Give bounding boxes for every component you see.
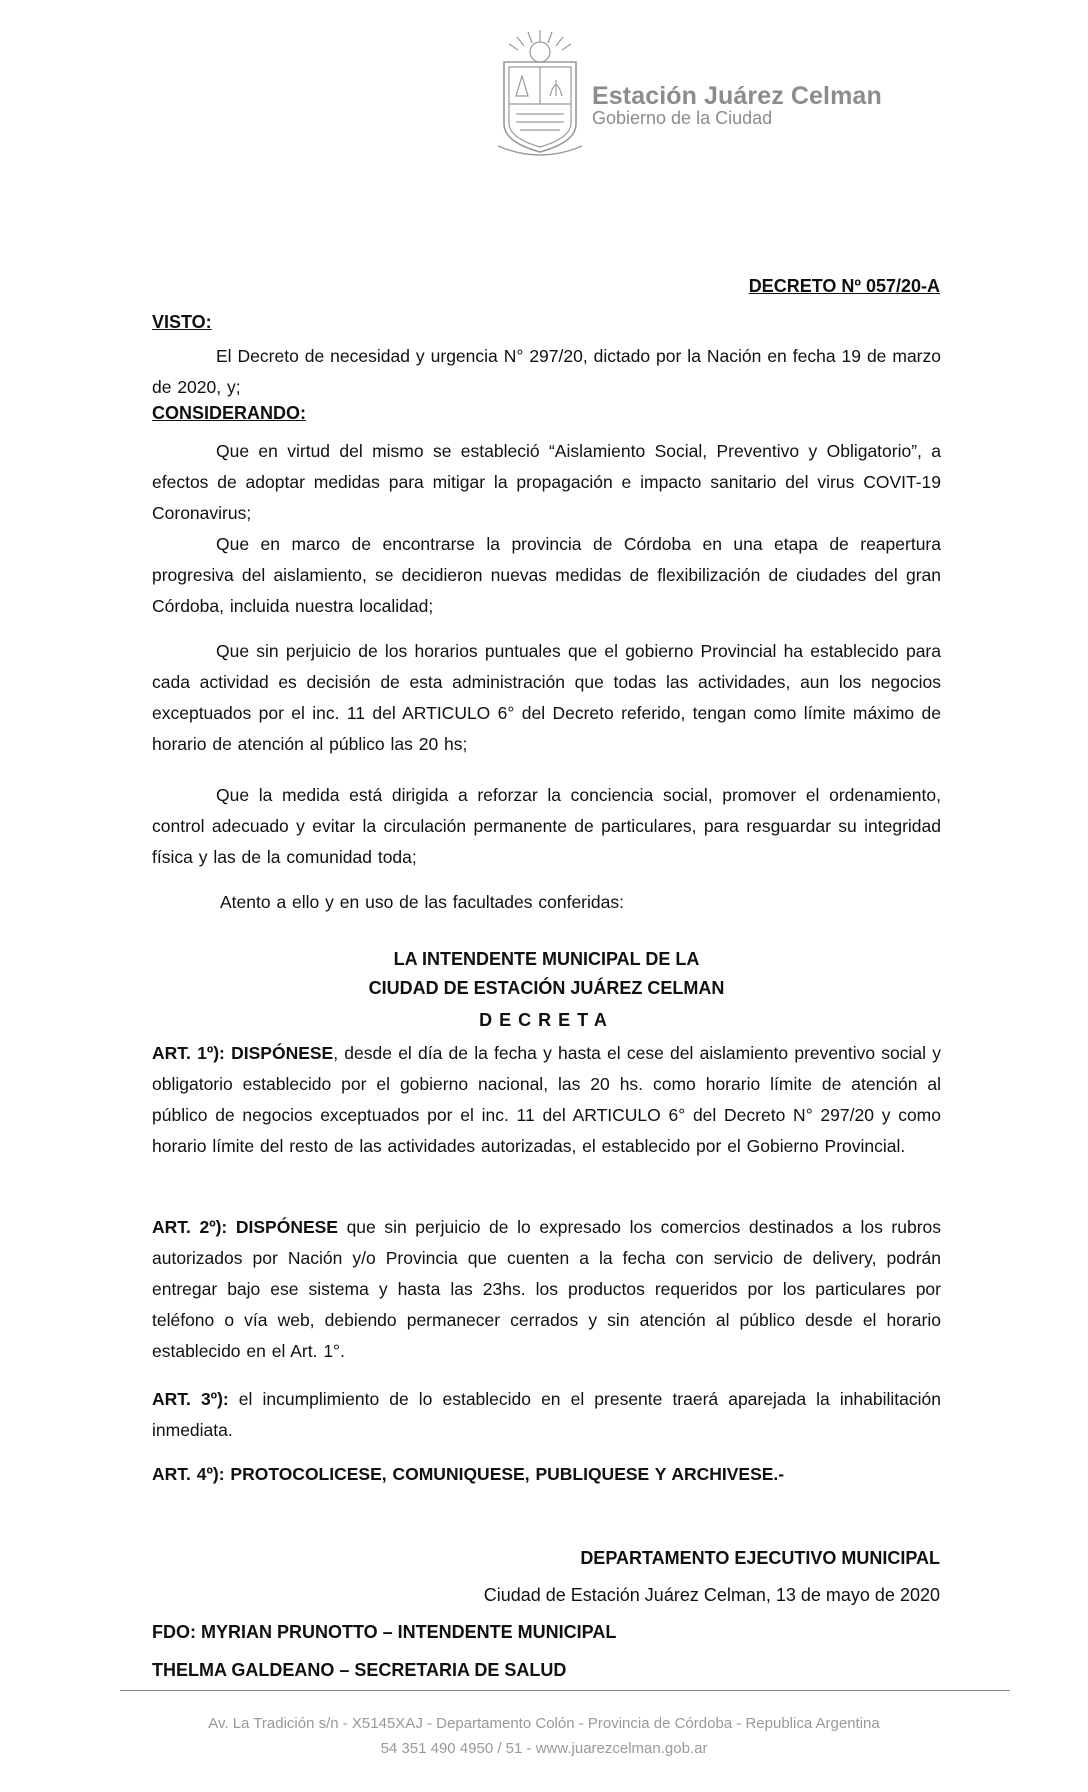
article-1-label: ART. 1º): bbox=[152, 1043, 225, 1063]
article-2-label: ART. 2º): bbox=[152, 1217, 228, 1237]
signature-intendente: FDO: MYRIAN PRUNOTTO – INTENDENTE MUNICIPAL bbox=[152, 1622, 617, 1642]
article-3-text: el incumplimiento de lo establecido en el presente traerá aparejada la inhabilitación inmediata. bbox=[152, 1389, 941, 1440]
article-2-text: que sin perjuicio de lo expresado los comercios destinados a los rubros autorizados por Nación y/o Provincia que cuenten a la fecha con servicio de delivery, podrán entregar bajo ese sistema y hasta las 23hs. los productos requeridos por los particulares por teléfono o vía web, debiendo permanecer cerrados y sin atención al público desde el horario establecido en el Art. 1°. bbox=[152, 1217, 942, 1361]
authority-line-1: LA INTENDENTE MUNICIPAL DE LA bbox=[393, 949, 700, 969]
decree-number: DECRETO Nº 057/20-A bbox=[748, 276, 940, 296]
place-and-date: Ciudad de Estación Juárez Celman, 13 de mayo de 2020 bbox=[483, 1585, 940, 1605]
article-4-text: PROTOCOLICESE, COMUNIQUESE, PUBLIQUESE Y ARCHIVESE.- bbox=[224, 1464, 785, 1484]
considerando-closing: Atento a ello y en uso de las facultades conferidas: bbox=[220, 892, 624, 912]
signature-secretaria: THELMA GALDEANO – SECRETARIA DE SALUD bbox=[152, 1660, 567, 1680]
municipal-coat-of-arms bbox=[492, 28, 588, 160]
letterhead-subtitle: Gobierno de la Ciudad bbox=[592, 108, 773, 128]
article-1-text: , desde el día de la fecha y hasta el cese del aislamiento preventivo social y obligatorio establecido por el gobierno nacional, las 20 hs. como horario límite de atención al público de negocios exceptuados por el inc. 11 del ARTICULO 6° del Decreto N° 297/20 y como horario límite del resto de las actividades autorizadas, el establecido por el Gobierno Provincial. bbox=[152, 1043, 941, 1156]
considerando-paragraph-3: Que sin perjuicio de los horarios puntuales que el gobierno Provincial ha establecido para cada actividad es decisión de esta administración que todas las actividades, aun los negocios exceptuados por el inc. 11 del ARTICULO 6° del Decreto referido, tengan como límite máximo de horario de atención al público las 20 hs; bbox=[152, 641, 941, 754]
article-1-lead: DISPÓNESE bbox=[231, 1043, 334, 1063]
article-2-lead: DISPÓNESE bbox=[235, 1217, 338, 1237]
decreta-heading: DECRETA bbox=[479, 1010, 614, 1030]
considerando-paragraph-1: Que en virtud del mismo se estableció “Aislamiento Social, Preventivo y Obligatorio”, a efectos de adoptar medidas para mitigar la propagación e impacto sanitario del virus COVIT-19 Coronavirus; bbox=[152, 441, 941, 523]
footer-contact: 54 351 490 4950 / 51 - www.juarezcelman.gob.ar bbox=[380, 1740, 708, 1757]
department-name: DEPARTAMENTO EJECUTIVO MUNICIPAL bbox=[580, 1548, 940, 1568]
article-1 bbox=[152, 1038, 941, 1162]
article-3 bbox=[152, 1384, 941, 1446]
article-3-label: ART. 3º): bbox=[152, 1389, 229, 1409]
considerando-paragraph-2: Que en marco de encontrarse la provincia de Córdoba en una etapa de reapertura progresiva del aislamiento, se decidieron nuevas medidas de flexibilización de ciudades del gran Córdoba, incluida nuestra localidad; bbox=[152, 534, 941, 616]
article-2 bbox=[152, 1212, 941, 1367]
authority-line-2: CIUDAD DE ESTACIÓN JUÁREZ CELMAN bbox=[368, 978, 725, 998]
considerando-heading: CONSIDERANDO: bbox=[152, 403, 307, 423]
footer-divider bbox=[120, 1690, 1010, 1691]
article-4-label: ART. 4º): bbox=[152, 1464, 225, 1484]
visto-heading: VISTO: bbox=[152, 312, 212, 332]
visto-text: El Decreto de necesidad y urgencia N° 297/20, dictado por la Nación en fecha 19 de marzo de 2020, y; bbox=[152, 346, 941, 397]
considerando-paragraph-4: Que la medida está dirigida a reforzar la conciencia social, promover el ordenamiento, control adecuado y evitar la circulación permanente de particulares, para resguardar su integridad física y las de la comunidad toda; bbox=[152, 785, 941, 867]
letterhead-city-name: Estación Juárez Celman bbox=[592, 82, 882, 110]
article-4 bbox=[152, 1459, 941, 1490]
authority-block bbox=[152, 945, 941, 1003]
footer-address: Av. La Tradición s/n - X5145XAJ - Departamento Colón - Provincia de Córdoba - Republica Argentina bbox=[208, 1715, 880, 1732]
